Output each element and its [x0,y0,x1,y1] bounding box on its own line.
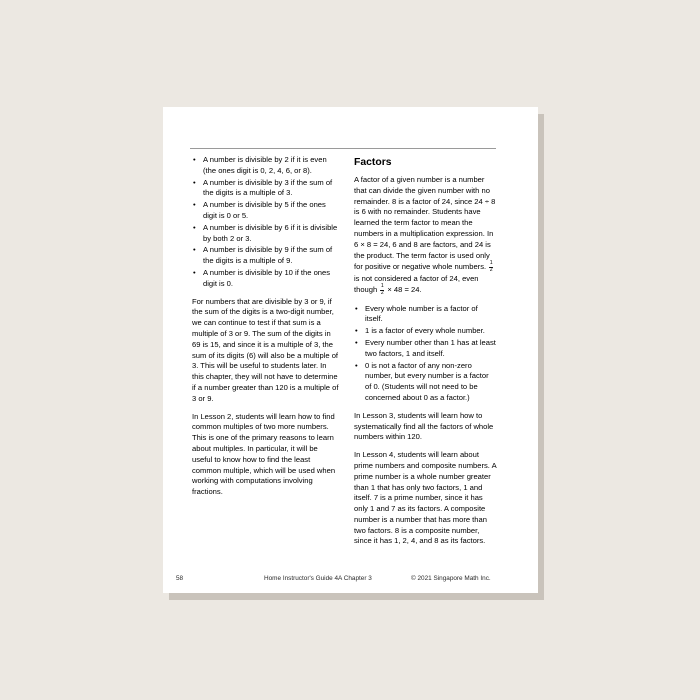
paragraph-lesson-4: In Lesson 4, students will learn about prime numbers and composite numbers. A prime number is a whole number greater than 1 that has only two factors, 1 and itself. 7 is a prime number, since it has only 1 and 7 as its factors. A composite number is a number that has more than two factors. 8 is a composite number, since it has 1, 2, 4, and 8 as its factors. [354,450,497,546]
factor-definition-text: × 48 = 24. [387,285,422,295]
paragraph-factor-definition [354,175,497,297]
footer-copyright: © 2021 Singapore Math Inc. [411,575,491,582]
footer-guide-title: Home Instructor's Guide 4A Chapter 3 [264,575,372,582]
list-item: • A number is divisible by 2 if it is even (the ones digit is 0, 2, 4, 6, or 8). [192,155,340,177]
right-column [354,155,497,554]
factor-definition-text: is not considered a factor of 24, even though [354,273,479,295]
list-item: • A number is divisible by 9 if the sum of the digits is a multiple of 9. [192,245,340,267]
list-item: • A number is divisible by 6 if it is divisible by both 2 or 3. [192,223,340,245]
list-item: • Every number other than 1 has at least two factors, 1 and itself. [354,338,497,360]
factor-facts-list [354,304,497,404]
divisibility-rules-list [192,155,340,290]
list-item: • 0 is not a factor of any non-zero number, but every number is a factor of 0. (Students will not need to be concerned about 0 as a factor.) [354,361,497,404]
list-item: • A number is divisible by 5 if the ones digit is 0 or 5. [192,200,340,222]
list-item: • 1 is a factor of every whole number. [354,326,497,337]
list-item: • A number is divisible by 3 if the sum of the digits is a multiple of 3. [192,178,340,200]
section-heading: Factors [354,157,392,168]
paragraph-lesson-3: In Lesson 3, students will learn how to systematically find all the factors of whole numbers within 120. [354,410,494,442]
list-item: • Every whole number is a factor of itself. [354,304,497,326]
paragraph-lesson-2: In Lesson 2, students will learn how to find common multiples of two more numbers. This is one of the primary reasons to learn about multiples. In particular, it will be useful to know how to find the least common multiple, which will be used when working with computations involving fractions. [192,411,336,497]
left-column [192,155,340,505]
page-number: 58 [176,575,184,582]
fraction-one-half: $\frac{1}{2}$ [489,260,493,273]
paragraph-digit-sum: For numbers that are divisible by 3 or 9, if the sum of the digits is a two-digit number, we can continue to test if that sum is a multiple of 3 or 9. The sum of the digits in 69 is 15, and since it is a multiple of 3, the sum of its digits (6) will also be a multiple of 3. This will be useful to students later. In this chapter, they will not have to determine if a number greater than 120 is a multiple of 3 or 9. [192,296,339,403]
factor-definition-text: A factor of a given number is a number that can divide the given number with no remainder. 8 is a factor of 24, since 24 ÷ 8 is 6 with no remainder. Students have learned the term factor to mean the numbers in a multiplication expression. In 6 × 8 = 24, 6 and 8 are factors, and 24 is the product. The term factor is used only for positive or negative whole numbers. [354,175,496,272]
fraction-one-half: $\frac{1}{2}$ [380,283,384,296]
header-rule [190,148,496,149]
list-item: • A number is divisible by 10 if the ones digit is 0. [192,268,340,290]
